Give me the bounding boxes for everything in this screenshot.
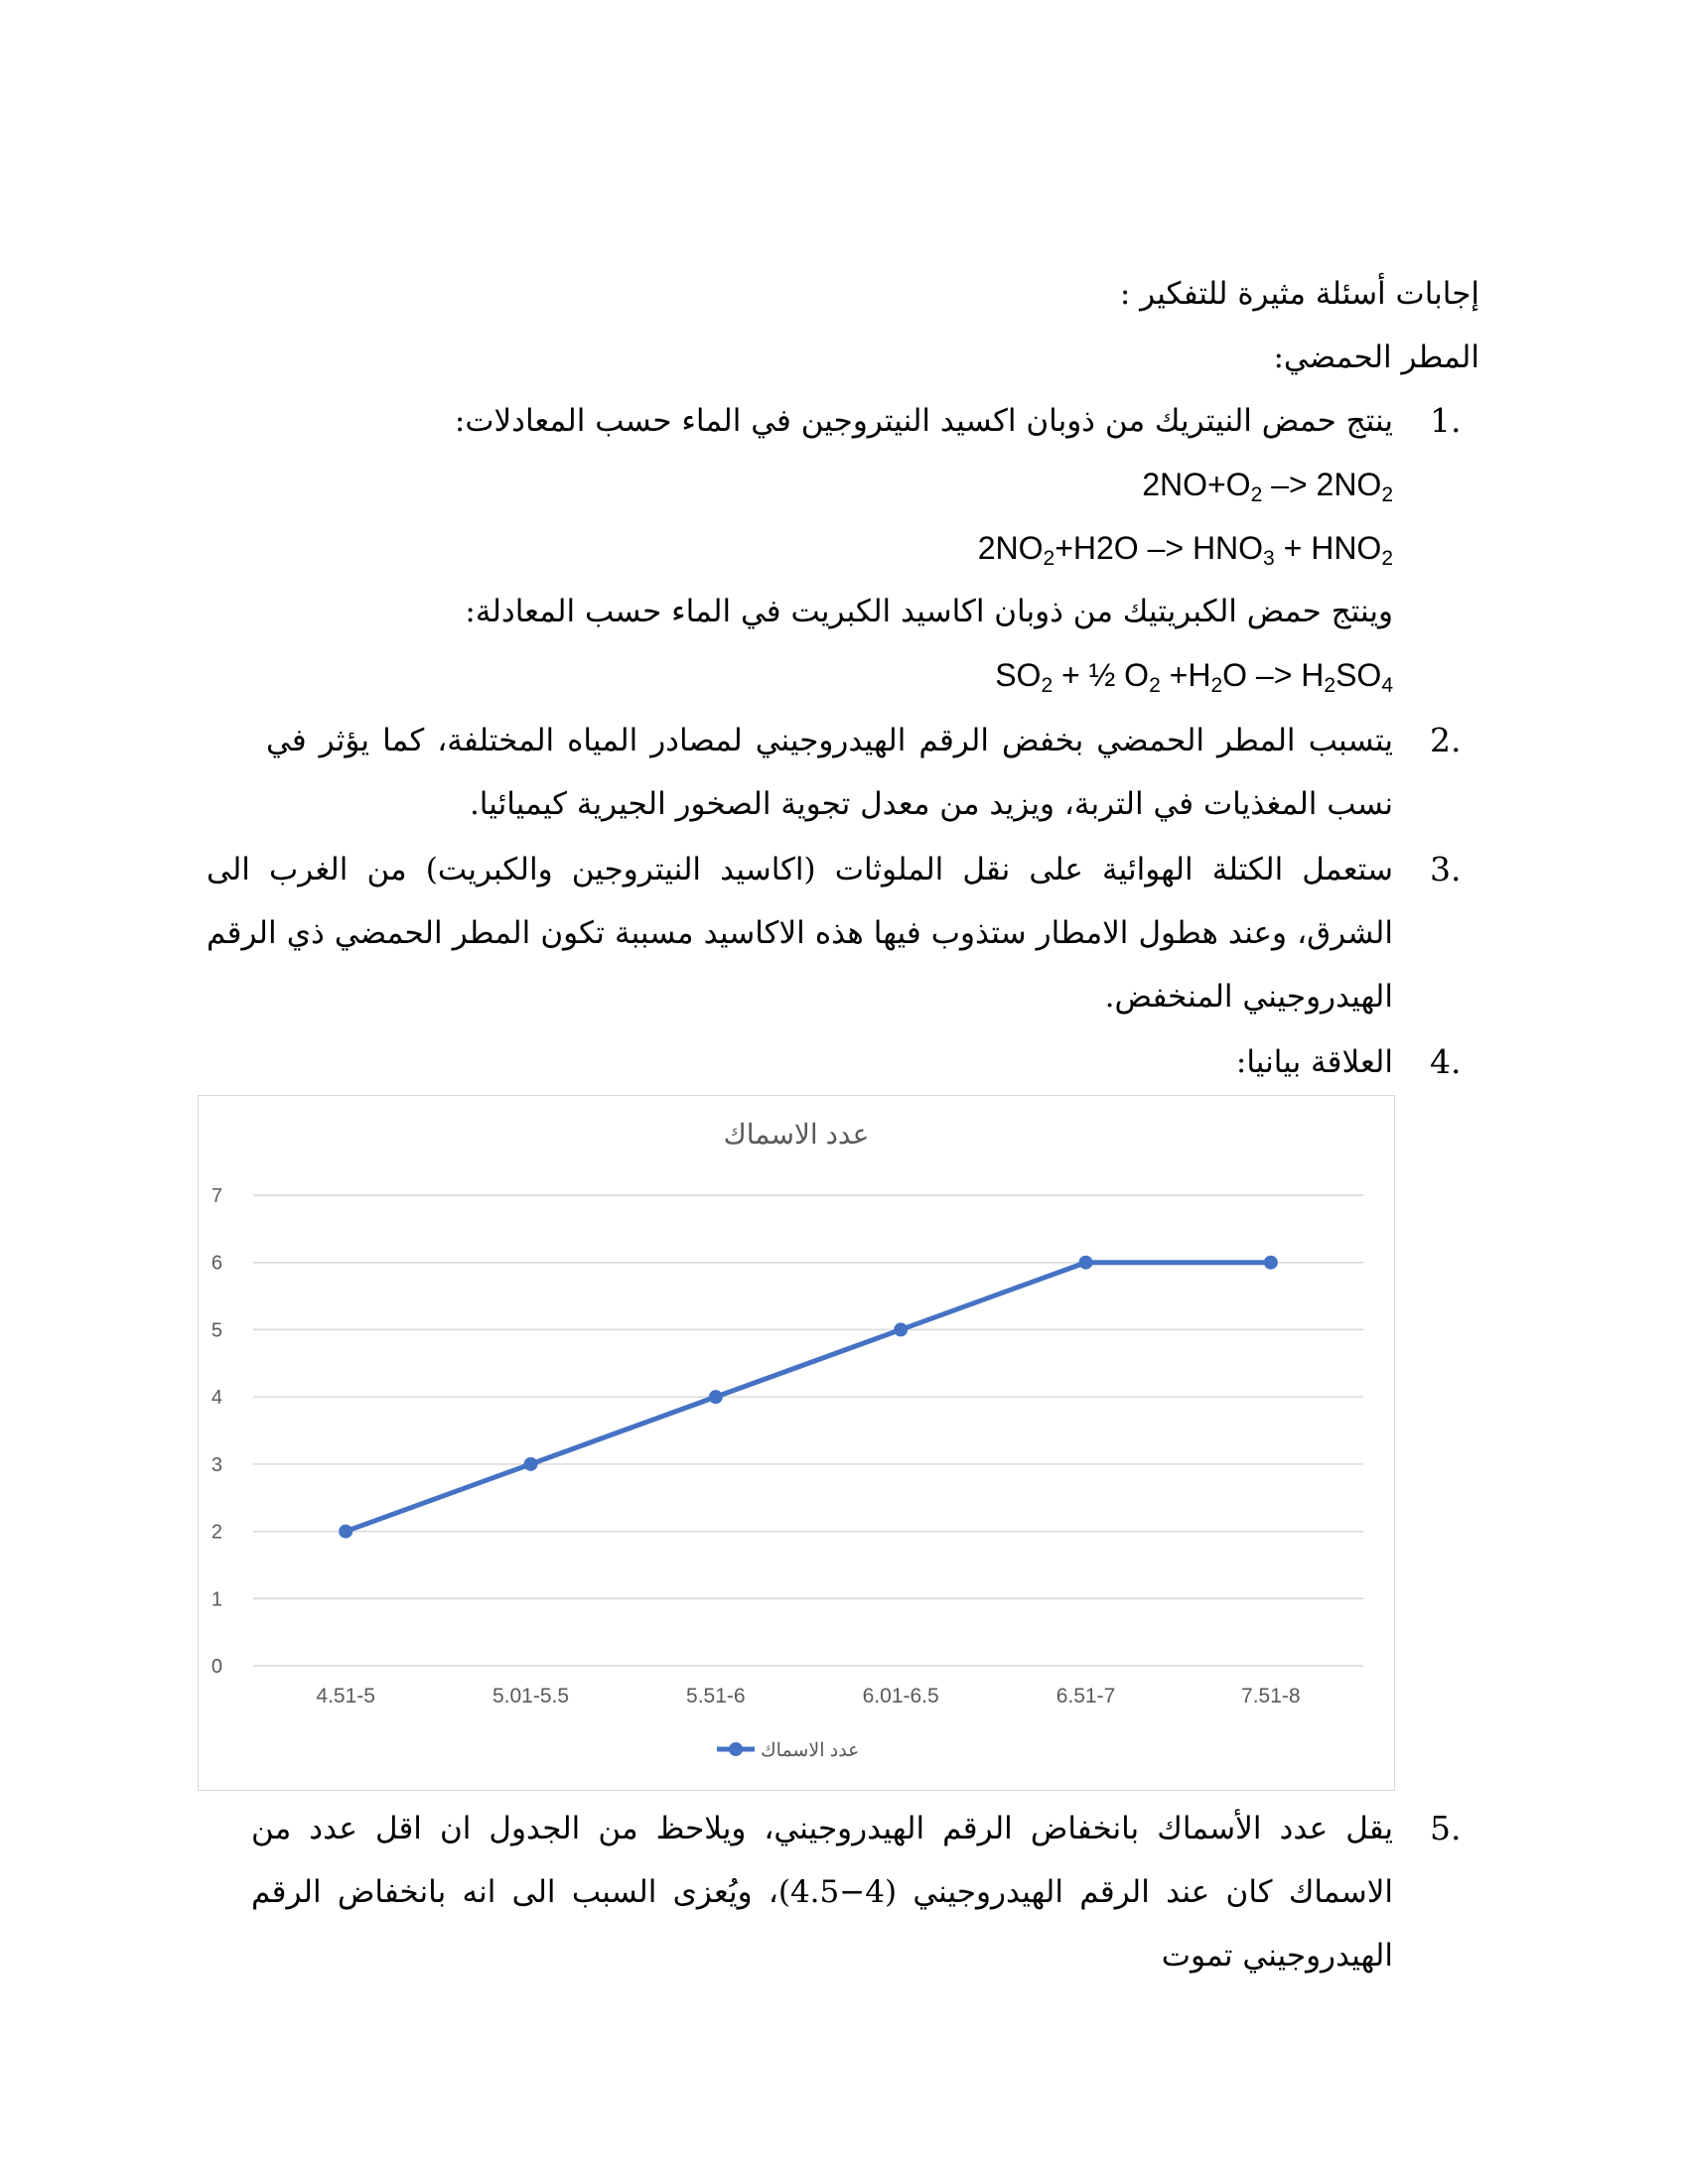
equation-3: $SO_2$ + ½ $O_2 +H_2O -> H_2SO_4$: [995, 657, 1393, 697]
data-point: [894, 1322, 908, 1336]
x-tick-label: 5.01-5.5: [492, 1685, 570, 1707]
y-tick-label: 1: [211, 1588, 222, 1611]
item-2-text: يتسبب المطر الحمضي بخفض الرقم الهيدروجيني لمصادر المياه المختلفة، كما يؤثر في نسب المغذيات في التربة، ويزيد من معدل تجوية الصخور الجيرية كيميائيا.: [266, 723, 1393, 822]
equation-1: $2NO+O_2 -> 2NO_2$: [1142, 467, 1393, 506]
item-number-3: 3.: [1430, 850, 1462, 888]
y-tick-label: 7: [211, 1185, 222, 1207]
legend-label: عدد الاسماك: [761, 1740, 860, 1761]
x-tick-label: 6.51-7: [1055, 1685, 1116, 1707]
item-number-5: 5.: [1430, 1809, 1462, 1847]
item-number-2: 2.: [1430, 721, 1462, 759]
item-1-text: ينتج حمض النيتريك من ذوبان اكسيد النيتروجين في الماء حسب المعادلات:: [454, 403, 1393, 439]
y-tick-label: 2: [211, 1521, 222, 1544]
item-4-text: العلاقة بيانيا:: [1235, 1044, 1393, 1080]
data-point: [1264, 1256, 1278, 1270]
x-tick-label: 4.51-5: [316, 1685, 375, 1707]
item-5-text: يقل عدد الأسماك بانخفاض الرقم الهيدروجيني، ويلاحظ من الجدول ان اقل عدد من الاسماك كان عند الرقم الهيدروجيني (4−4.5)، ويُعزى السبب الى انه بانخفاض الرقم الهيدروجيني تموت: [251, 1811, 1394, 1974]
data-point: [339, 1525, 352, 1539]
item-number-1: 1.: [1430, 401, 1462, 440]
data-point: [1079, 1256, 1093, 1270]
data-point: [709, 1390, 723, 1404]
chart-title: عدد الاسماك: [723, 1119, 870, 1150]
x-tick-label: 6.01-6.5: [862, 1685, 939, 1707]
item-number-4: 4.: [1430, 1042, 1462, 1081]
y-tick-label: 0: [211, 1656, 222, 1678]
sulfuric-intro: وينتج حمض الكبريتيك من ذوبان اكاسيد الكبريت في الماء حسب المعادلة:: [465, 594, 1393, 629]
y-tick-label: 3: [211, 1453, 222, 1476]
fish-count-line-chart: [199, 1096, 1394, 1790]
equation-2: $2NO_2+H2O -> HNO_3 + HNO_2$: [977, 530, 1393, 570]
document-heading: إجابات أسئلة مثيرة للتفكير :: [1119, 276, 1479, 312]
x-tick-label: 5.51-6: [686, 1685, 746, 1707]
chart-container: [198, 1095, 1395, 1791]
data-point: [524, 1457, 538, 1471]
y-tick-label: 6: [211, 1252, 222, 1275]
legend-marker: [729, 1742, 743, 1756]
section-title: المطر الحمضي:: [1273, 340, 1479, 375]
item-3-text: ستعمل الكتلة الهوائية على نقل الملوثات (اكاسيد النيتروجين والكبريت) من الغرب الى الشرق، وعند هطول الامطار ستذوب فيها هذه الاكاسيد مسببة تكون المطر الحمضي ذي الرقم الهيدروجيني المنخفض.: [207, 852, 1393, 1015]
x-tick-label: 7.51-8: [1241, 1685, 1301, 1707]
y-tick-label: 5: [211, 1319, 222, 1342]
y-tick-label: 4: [211, 1387, 222, 1410]
